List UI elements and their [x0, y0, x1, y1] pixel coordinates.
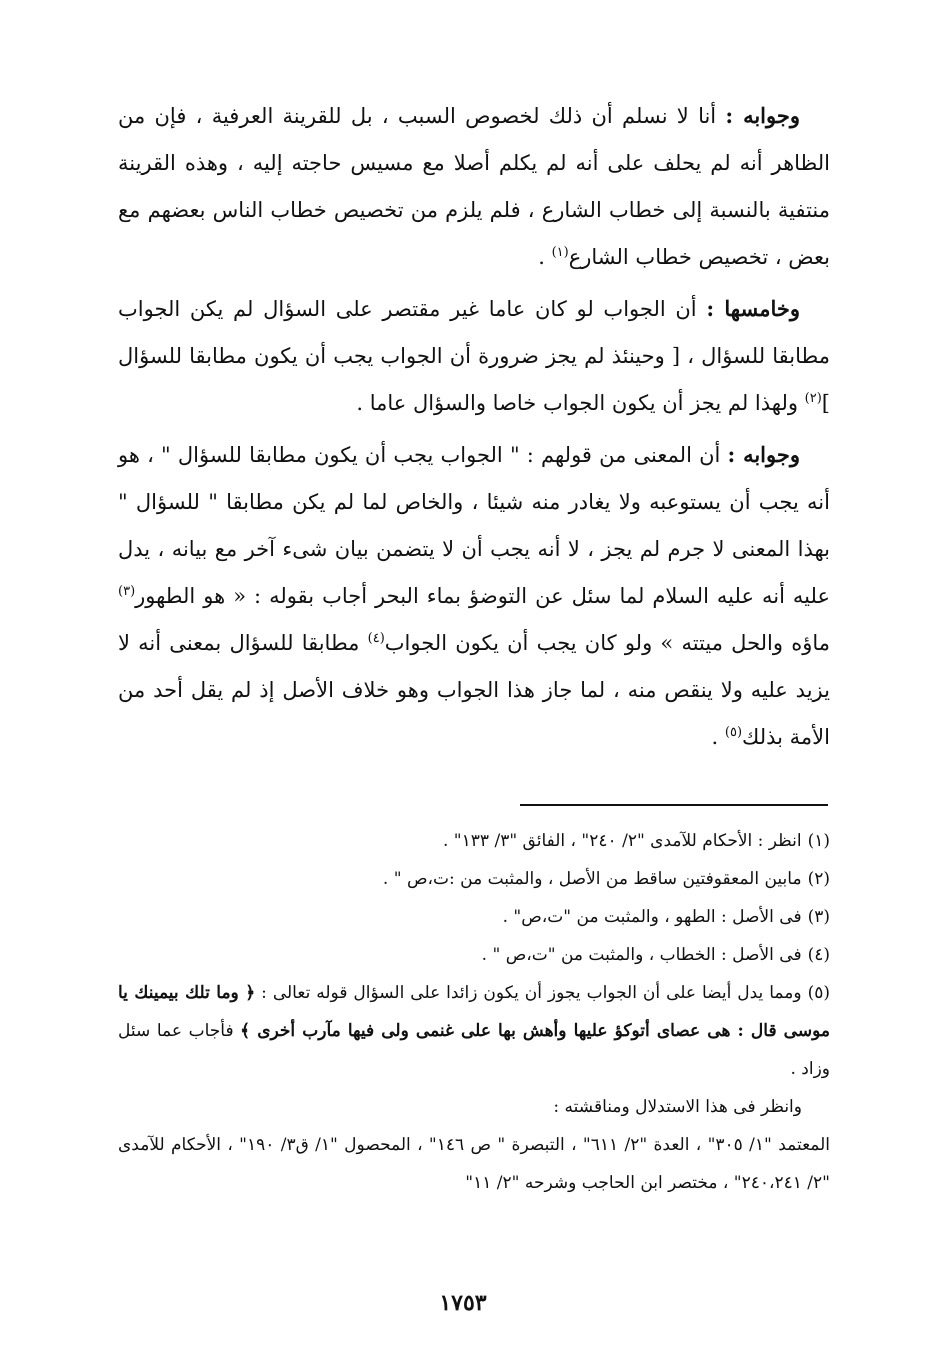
paragraph-answer-1 — [118, 92, 830, 281]
footnote-1 — [118, 822, 830, 860]
footnote-3 — [118, 898, 830, 936]
footnote-ref[interactable]: (٥) — [724, 725, 743, 740]
quran-verse: ﴿ وما تلك بيمينك يا موسى قال : هى عصاى أتوكؤ عليها وأهش بها على غنمى ولى فيها مآرب أخرى ﴾ — [118, 983, 830, 1041]
paragraph-text: ماؤه والحل ميتته » ولو كان يجب أن يكون الجواب — [384, 631, 830, 655]
footnote-5 — [118, 974, 830, 1088]
footnote-ref[interactable]: (٢) — [804, 391, 822, 406]
footnote-separator — [520, 804, 828, 806]
paragraph-lead: وجوابه : — [725, 103, 800, 128]
paragraph-fifth — [118, 285, 830, 427]
footnote-5-references: المعتمد "١/ ٣٠٥" ، العدة "٢/ ٦١١" ، التبصرة " ص ١٤٦" ، المحصول "١/ ق٣/ ١٩٠" ، الأحكام للآمدى "٢/ ٢٤٠،٢٤١" ، مختصر ابن الحاجب وشرحه "٢/ ١١" — [118, 1135, 831, 1193]
main-text — [118, 92, 830, 765]
footnote-number: (٢) — [807, 869, 830, 889]
footnote-text: فى الأصل : الطهو ، والمثبت من "ت،ص" . — [502, 907, 802, 927]
footnote-5-see-also: وانظر فى هذا الاستدلال ومناقشته : — [553, 1097, 802, 1117]
paragraph-answer-2 — [118, 431, 830, 761]
footnote-number: (١) — [807, 831, 830, 851]
paragraph-lead: وجوابه : — [727, 442, 800, 467]
paragraph-tail: ولهذا لم يجز أن يكون الجواب خاصا والسؤال عاما . — [356, 391, 805, 415]
paragraph-lead: وخامسها : — [706, 296, 800, 321]
paragraph-text: أن الجواب لو كان عاما غير مقتصر على السؤال لم يكن الجواب مطابقا للسؤال ، [ وحينئذ لم يجز ضرورة أن الجواب يجب أن يكون مطابقا للسؤال ] — [118, 297, 830, 415]
paragraph-tail: . — [538, 245, 552, 269]
footnote-text: فى الأصل : الخطاب ، والمثبت من "ت،ص " . — [481, 945, 802, 965]
paragraph-tail: . — [711, 725, 725, 749]
footnote-number: (٤) — [807, 945, 830, 965]
paragraph-text: مطابقا للسؤال بمعنى أنه لا يزيد عليه ولا ينقص منه ، لما جاز هذا الجواب وهو خلاف الأصل إذ لم يقل أحد من الأمة بذلك — [118, 631, 830, 749]
footnotes — [118, 822, 830, 1202]
footnote-4 — [118, 936, 830, 974]
footnote-number: (٥) — [807, 983, 830, 1003]
page-number: ١٧٥٣ — [439, 1290, 487, 1316]
footnote-ref[interactable]: (٣) — [118, 584, 136, 599]
footnote-2 — [118, 860, 830, 898]
footnote-text: انظر : الأحكام للآمدى "٢/ ٢٤٠" ، الفائق "٣/ ١٣٣" . — [443, 831, 802, 851]
paragraph-text: أن المعنى من قولهم : " الجواب يجب أن يكون مطابقا للسؤال " ، هو أنه يجب أن يستوعبه ولا يغادر منه شيئا ، والخاص لما لم يكن مطابقا " للسؤال " بهذا المعنى لا جرم لم يجز ، لا أنه يجب أن لا يتضمن بيان شىء آخر مع بيانه ، يدل عليه أنه عليه السلام لما سئل عن التوضؤ بماء البحر أجاب بقوله : « هو الطهور — [118, 443, 830, 608]
footnote-text: ومما يدل أيضا على أن الجواب يجوز أن يكون زائدا على السؤال قوله تعالى : — [261, 983, 802, 1003]
footnote-number: (٣) — [807, 907, 830, 927]
footnote-text: فأجاب عما سئل وزاد . — [118, 1021, 830, 1079]
footnote-ref[interactable]: (١) — [551, 245, 569, 260]
footnote-ref[interactable]: (٤) — [367, 631, 385, 646]
footnote-text: مابين المعقوفتين ساقط من الأصل ، والمثبت من :ت،ص " . — [382, 869, 802, 889]
paragraph-text: أنا لا نسلم أن ذلك لخصوص السبب ، بل للقرينة العرفية ، فإن من الظاهر أنه لم يحلف على أنه لم يكلم أصلا مع مسيس حاجته إليه ، وهذه القرينة منتفية بالنسبة إلى خطاب الشارع ، فلم يلزم من تخصيص خطاب الناس بعضهم مع بعض ، تخصيص خطاب الشارع — [118, 104, 830, 269]
